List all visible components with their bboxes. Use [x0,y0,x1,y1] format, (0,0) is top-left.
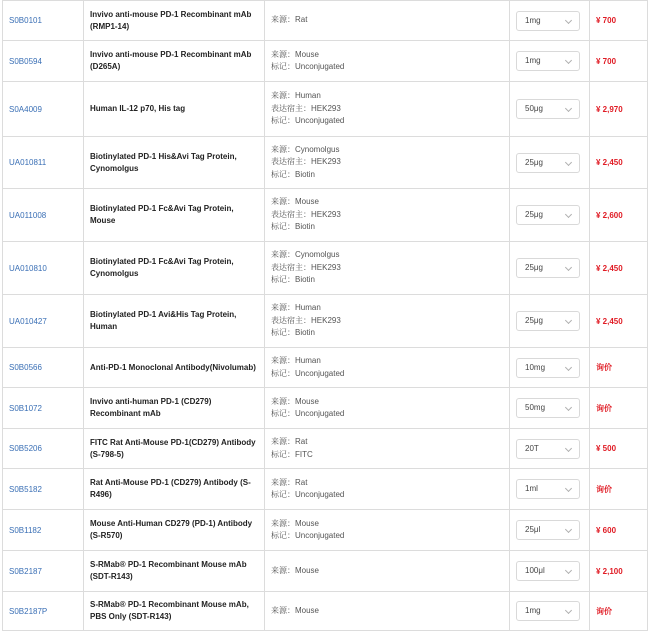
product-info-line: 标记：Unconjugated [271,490,345,499]
size-select[interactable] [516,205,580,225]
size-select-cell [510,82,590,137]
product-info-line: 表达宿主：HEK293 [271,315,341,325]
product-row [3,429,648,469]
product-info-line: 标记：Unconjugated [271,116,345,126]
size-select-cell [510,189,590,242]
size-select-value: 10mg [525,362,546,372]
chevron-down-icon [565,317,572,324]
catalog-number-cell [3,82,84,137]
product-info-line: 标记：Unconjugated [271,409,345,418]
product-info-line: 标记：Unconjugated [271,62,345,71]
size-select-cell [510,388,590,429]
catalog-number-cell [3,242,84,295]
product-info-line: 来源：Rat [271,15,308,25]
catalog-number-cell [3,551,84,592]
price: ¥ 700 [590,1,648,41]
catalog-number-link[interactable]: S0B1072 [9,403,42,413]
product-info-line: 表达宿主：HEK293 [271,209,341,219]
size-select-cell [510,429,590,469]
product-info-line: 来源：Cynomolgus [271,250,340,260]
chevron-down-icon [565,404,572,411]
product-row [3,348,648,388]
price: 询价 [590,348,648,388]
catalog-number-cell [3,295,84,348]
product-info-line: 标记：Biotin [271,275,316,285]
product-info-cell [265,295,510,348]
product-info-line: 来源：Human [271,356,321,365]
product-info-cell [265,388,510,429]
catalog-number-cell [3,41,84,82]
catalog-number-cell [3,592,84,631]
chevron-down-icon [565,211,572,218]
product-row [3,41,648,82]
product-row [3,295,648,348]
product-info-line: 标记：Unconjugated [271,368,345,378]
product-name[interactable]: FITC Rat Anti-Mouse PD-1(CD279) Antibody (S-798-5) [84,429,265,469]
catalog-number-link[interactable]: UA010427 [9,316,47,326]
size-select-cell [510,510,590,551]
product-row [3,469,648,510]
chevron-down-icon [565,105,572,112]
size-select-cell [510,592,590,631]
size-select[interactable] [516,11,580,31]
product-info-cell [265,137,510,189]
chevron-down-icon [565,158,572,165]
product-info-cell [265,1,510,41]
size-select-value: 1mg [525,606,541,615]
product-info-line: 表达宿主：HEK293 [271,262,341,272]
price: ¥ 2,450 [590,295,648,348]
catalog-number-link[interactable]: UA010810 [9,263,47,273]
chevron-down-icon [565,607,572,614]
size-select-cell [510,348,590,388]
price: ¥ 600 [590,510,648,551]
product-name[interactable]: Biotinylated PD-1 Fc&Avi Tag Protein, Mouse [84,189,265,242]
price: ¥ 2,600 [590,189,648,242]
product-name[interactable]: Rat Anti-Mouse PD-1 (CD279) Antibody (S-R496) [84,469,265,510]
product-info-cell [265,82,510,137]
size-select-cell [510,295,590,348]
chevron-down-icon [565,16,572,23]
price: ¥ 2,450 [590,137,648,189]
product-info-line: 标记：Biotin [271,169,316,179]
price: 询价 [590,469,648,510]
size-select-cell [510,242,590,295]
product-info-line: 来源：Mouse [271,605,320,615]
product-info-line: 来源：Mouse [271,197,320,207]
size-select[interactable] [516,153,580,173]
product-row [3,137,648,189]
size-select[interactable] [516,561,580,581]
size-select-value: 25μl [525,525,541,534]
catalog-number-link[interactable]: S0B0594 [9,56,42,66]
size-select[interactable] [516,479,580,499]
size-select-cell [510,1,590,41]
size-select-value: 1mg [525,56,541,65]
product-info-line: 标记：Biotin [271,222,316,232]
product-info-cell [265,41,510,82]
catalog-number-link[interactable]: S0B2187P [9,606,48,616]
catalog-number-link[interactable]: S0B5206 [9,444,42,453]
size-select-cell [510,551,590,592]
catalog-number-link[interactable]: UA011008 [9,210,47,220]
product-row [3,1,648,41]
size-select[interactable] [516,358,580,378]
product-info-line: 来源：Human [271,91,321,101]
product-info-cell [265,510,510,551]
product-info-line: 来源：Mouse [271,518,320,528]
size-select[interactable] [516,258,580,278]
catalog-number-cell [3,388,84,429]
chevron-down-icon [565,363,572,370]
product-row [3,388,648,429]
price: ¥ 2,970 [590,82,648,137]
product-name[interactable]: Biotinylated PD-1 Fc&Avi Tag Protein, Cynomolgus [84,242,265,295]
size-select[interactable] [516,311,580,331]
product-info-line: 来源：Mouse [271,396,320,406]
product-name[interactable]: Anti-PD-1 Monoclonal Antibody(Nivolumab) [84,348,265,388]
product-name[interactable]: Human IL-12 p70, His tag [84,82,265,137]
catalog-number-cell [3,1,84,41]
product-name[interactable]: Mouse Anti-Human CD279 (PD-1) Antibody (S-R570) [84,510,265,551]
size-select[interactable] [516,601,580,621]
product-name[interactable]: Invivo anti-human PD-1 (CD279) Recombinant mAb [84,388,265,429]
product-name[interactable]: Biotinylated PD-1 His&Avi Tag Protein, Cynomolgus [84,137,265,189]
price: ¥ 2,100 [590,551,648,592]
chevron-down-icon [565,526,572,533]
product-row [3,510,648,551]
product-name[interactable]: Invivo anti-mouse PD-1 Recombinant mAb (D265A) [84,41,265,82]
price: ¥ 700 [590,41,648,82]
product-name[interactable]: Invivo anti-mouse PD-1 Recombinant mAb (RMP1-14) [84,1,265,41]
product-info-cell [265,551,510,592]
product-info-line: 标记：Unconjugated [271,531,345,540]
catalog-number-link[interactable]: S0B0101 [9,16,42,25]
price: 询价 [590,592,648,631]
size-select-value: 25μg [525,157,543,167]
product-info-line: 来源：Mouse [271,49,320,59]
size-select-value: 20T [525,443,539,453]
product-info-line: 标记：Biotin [271,328,316,338]
product-info-line: 表达宿主：HEK293 [271,157,341,167]
product-info-line: 来源：Rat [271,477,308,487]
product-info-cell [265,469,510,510]
product-table [2,0,648,631]
chevron-down-icon [565,264,572,271]
size-select-value: 1ml [525,484,538,493]
product-row [3,242,648,295]
size-select-cell [510,41,590,82]
product-row [3,551,648,592]
catalog-number-link[interactable]: S0B0566 [9,363,42,372]
size-select[interactable] [516,520,580,540]
catalog-number-link[interactable]: S0A4009 [9,104,42,114]
chevron-down-icon [565,485,572,492]
size-select[interactable] [516,99,580,119]
size-select-value: 100μl [525,566,545,575]
catalog-number-link[interactable]: S0B1182 [9,525,42,535]
product-row [3,592,648,631]
size-select[interactable] [516,439,580,459]
catalog-number-cell [3,137,84,189]
product-info-line: 表达宿主：HEK293 [271,103,341,113]
product-table-body [3,1,648,631]
product-info-cell [265,429,510,469]
product-row [3,189,648,242]
size-select-value: 50mg [525,403,546,412]
chevron-down-icon [565,57,572,64]
product-info-line: 来源：Rat [271,437,308,446]
product-info-cell [265,189,510,242]
product-row [3,82,648,137]
catalog-number-cell [3,189,84,242]
size-select[interactable] [516,398,580,418]
size-select-value: 25μg [525,316,543,325]
catalog-number-link[interactable]: UA010811 [9,158,47,167]
product-info-cell [265,592,510,631]
product-info-line: 来源：Human [271,303,321,313]
price: ¥ 2,450 [590,242,648,295]
size-select[interactable] [516,51,580,71]
catalog-number-cell [3,429,84,469]
catalog-number-link[interactable]: S0B2187 [9,566,42,576]
chevron-down-icon [565,444,572,451]
catalog-number-cell [3,469,84,510]
size-select-value: 50μg [525,104,543,113]
product-name[interactable]: S-RMab® PD-1 Recombinant Mouse mAb (SDT-R143) [84,551,265,592]
product-info-cell [265,348,510,388]
product-name[interactable]: S-RMab® PD-1 Recombinant Mouse mAb, PBS Only (SDT-R143) [84,592,265,631]
price: ¥ 500 [590,429,648,469]
catalog-number-cell [3,510,84,551]
size-select-cell [510,137,590,189]
product-info-line: 标记：FITC [271,449,313,459]
product-name[interactable]: Biotinylated PD-1 Avi&His Tag Protein, Human [84,295,265,348]
catalog-number-cell [3,348,84,388]
chevron-down-icon [565,567,572,574]
price: 询价 [590,388,648,429]
size-select-value: 25μg [525,263,543,272]
product-info-line: 来源：Mouse [271,565,320,575]
product-info-line: 来源：Cynomolgus [271,144,340,154]
catalog-number-link[interactable]: S0B5182 [9,484,42,494]
product-info-cell [265,242,510,295]
size-select-value: 1mg [525,15,541,25]
size-select-cell [510,469,590,510]
size-select-value: 25μg [525,210,543,219]
